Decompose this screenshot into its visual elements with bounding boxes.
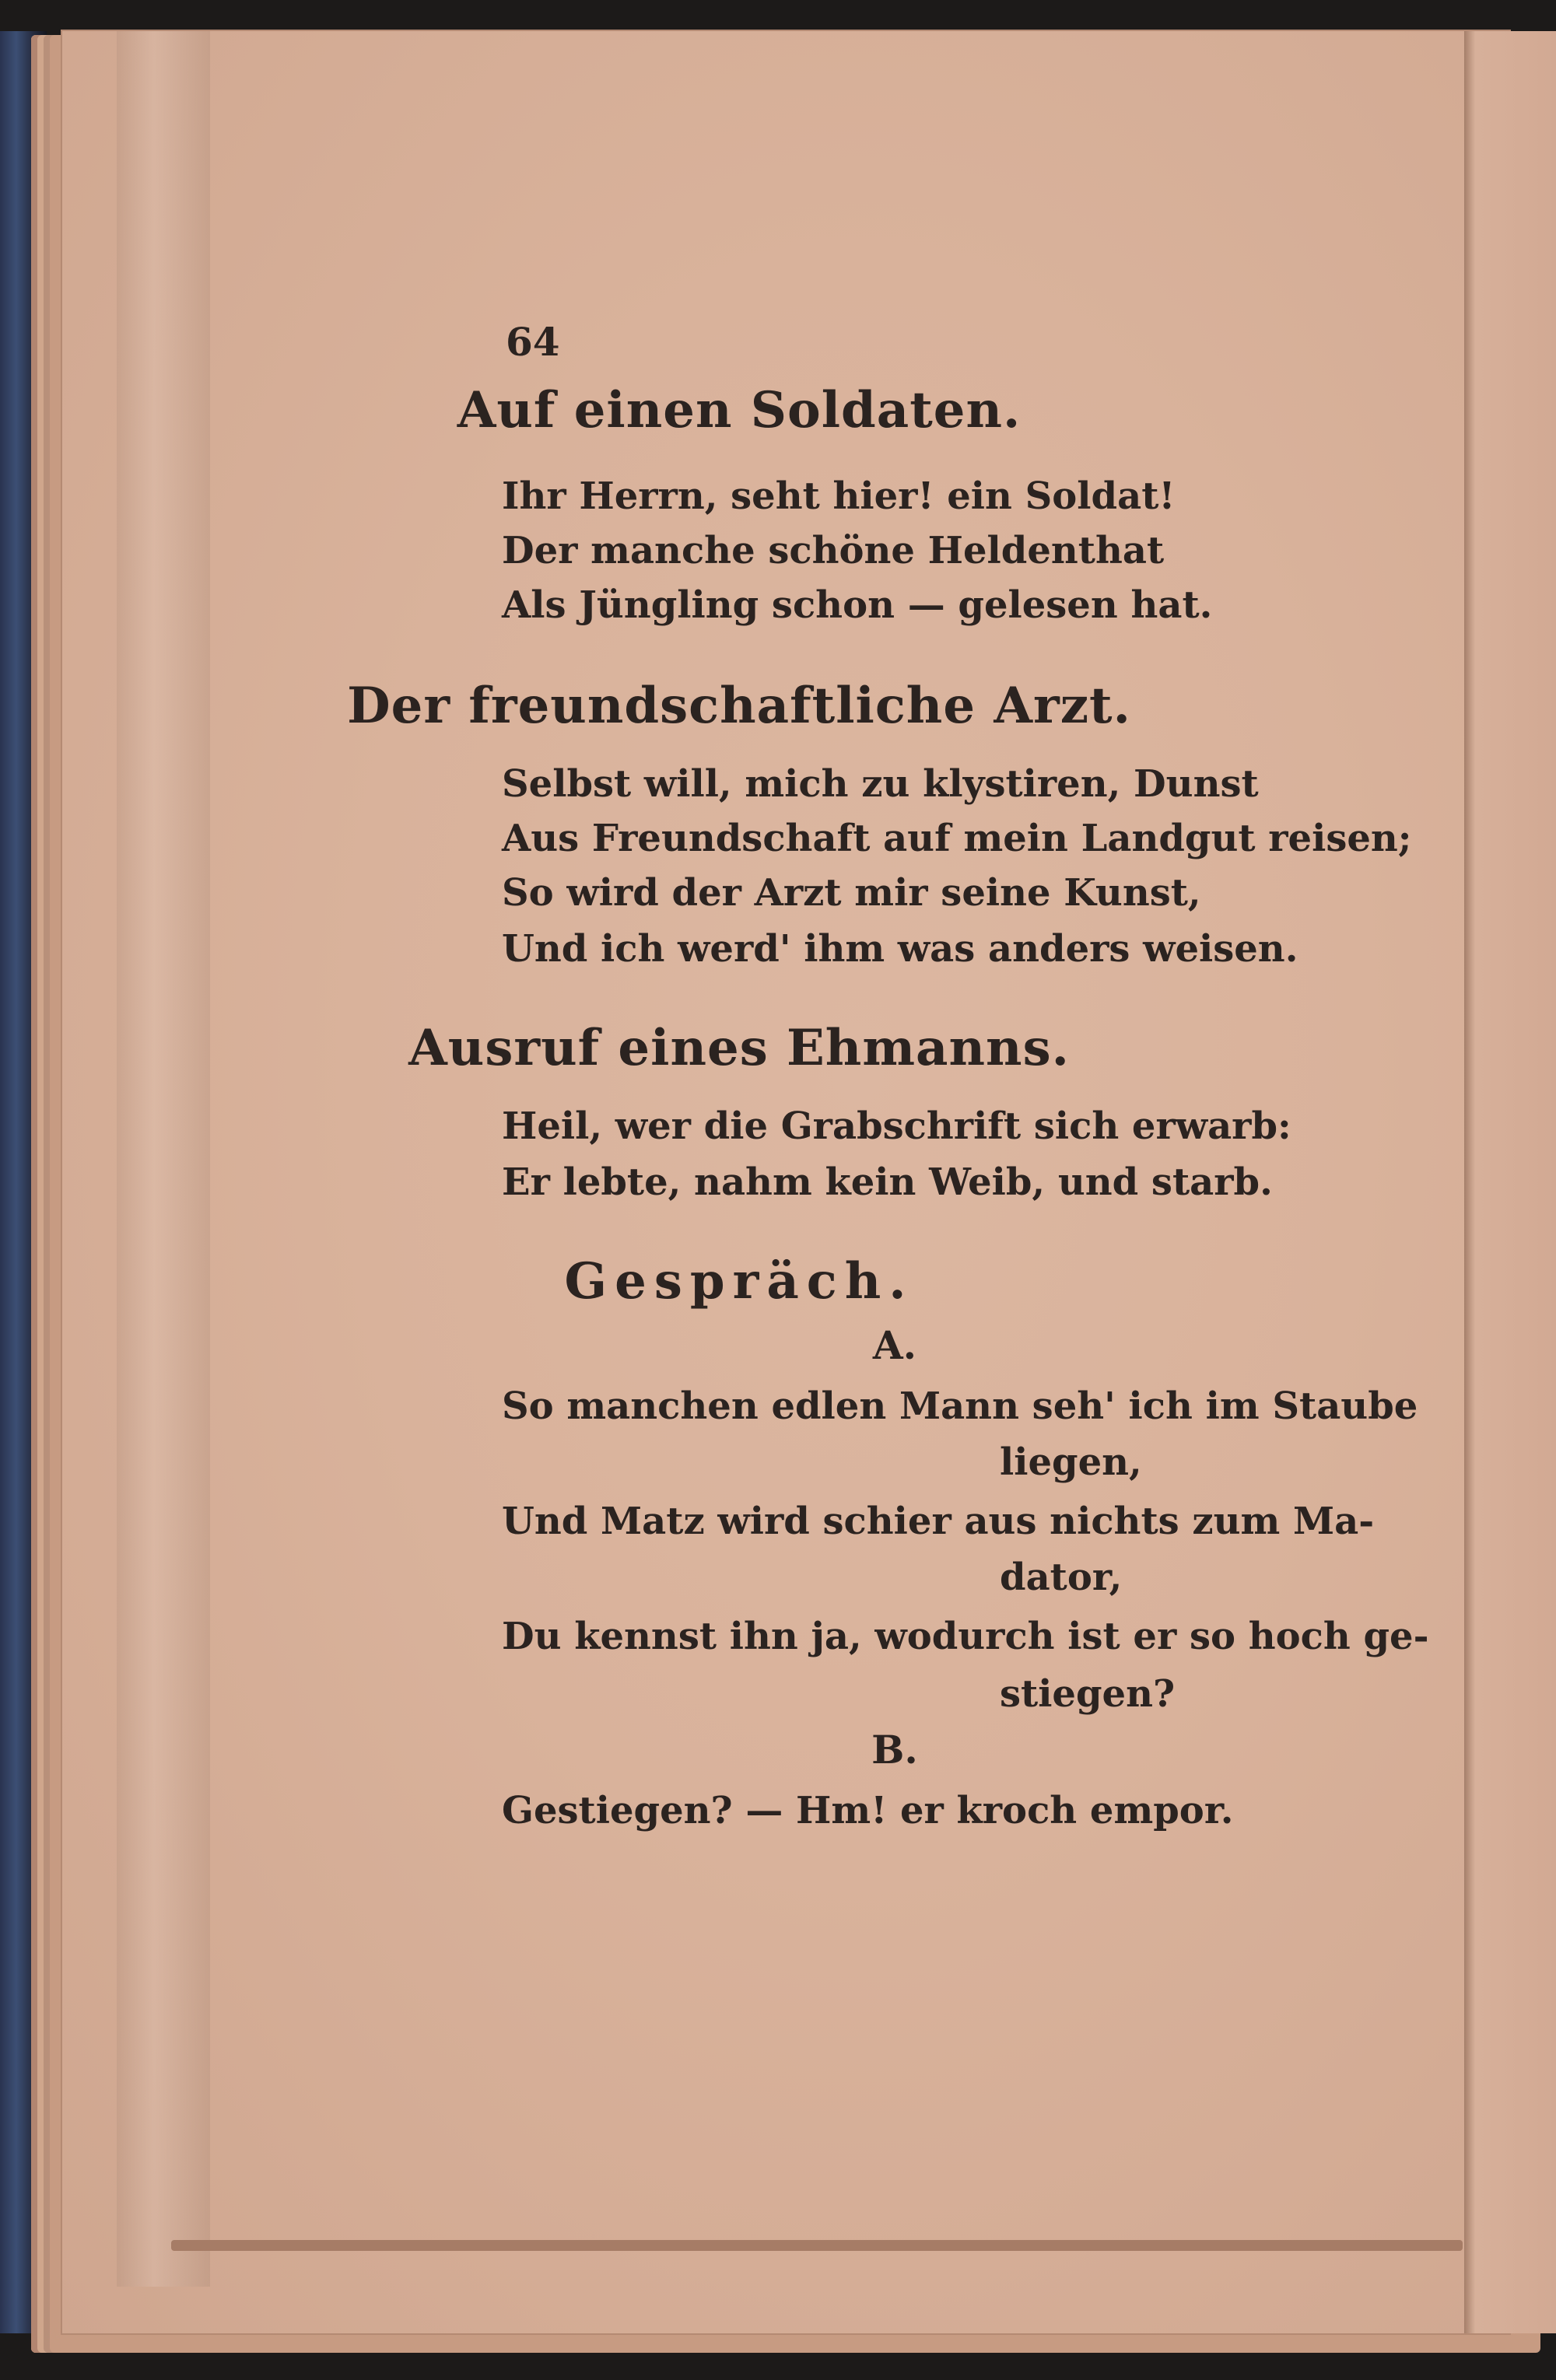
dialogue-line: So manchen edlen Mann seh' ich im Staube — [502, 1384, 1418, 1428]
dialogue-line: Und Matz wird schier aus nichts zum Ma- — [502, 1500, 1375, 1543]
dialogue-line-continuation: stiegen? — [1000, 1672, 1176, 1716]
poem-line: Und ich werd' ihm was anders weisen. — [502, 927, 1298, 971]
dialogue-line-continuation: dator, — [1000, 1556, 1123, 1599]
poem-line: Ihr Herrn, seht hier! ein Soldat! — [502, 474, 1176, 518]
poem-title: Der freundschaftliche Arzt. — [347, 677, 1131, 735]
poem-line: Der manche schöne Heldenthat — [502, 529, 1165, 572]
poem-line: Selbst will, mich zu klystiren, Dunst — [502, 762, 1259, 806]
poem-line: Als Jüngling schon — gelesen hat. — [502, 583, 1213, 627]
page-number: 64 — [506, 319, 560, 365]
speaker-label: B. — [871, 1727, 918, 1773]
dialogue-line: Du kennst ihn ja, wodurch ist er so hoch ge- — [502, 1615, 1429, 1658]
dialogue-line: Gestiegen? — Hm! er kroch empor. — [502, 1789, 1234, 1832]
poem-line: So wird der Arzt mir seine Kunst, — [502, 871, 1201, 915]
dialogue-line-continuation: liegen, — [1000, 1440, 1142, 1484]
poem-title: Gespräch. — [564, 1252, 914, 1311]
poem-title: Auf einen Soldaten. — [457, 381, 1022, 439]
poem-line: Heil, wer die Grabschrift sich erwarb: — [502, 1104, 1291, 1148]
poem-line: Er lebte, nahm kein Weib, und starb. — [502, 1160, 1273, 1204]
poem-line: Aus Freundschaft auf mein Landgut reisen; — [502, 817, 1412, 860]
poem-title: Ausruf eines Ehmanns. — [408, 1019, 1070, 1077]
speaker-label: A. — [872, 1322, 917, 1368]
